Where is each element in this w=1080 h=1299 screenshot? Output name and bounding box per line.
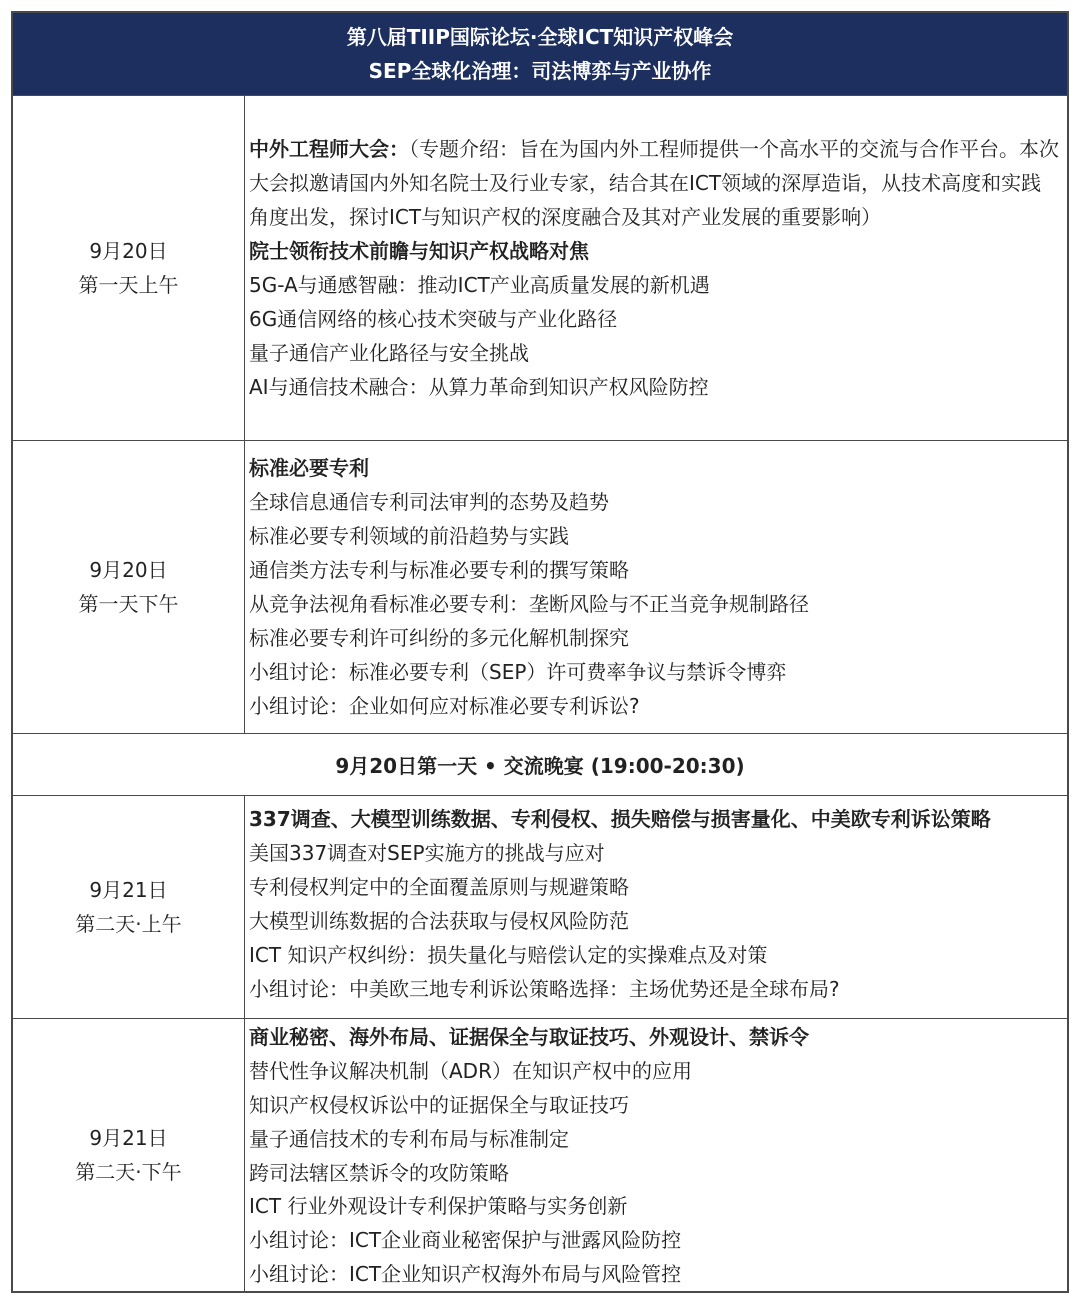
session-date-cell xyxy=(13,796,245,1018)
session-intro xyxy=(249,132,1061,234)
session-row xyxy=(13,96,1067,441)
intro-title: 中外工程师大会： xyxy=(249,137,409,161)
session-content xyxy=(245,441,1067,733)
session-row xyxy=(13,796,1067,1019)
agenda-item: 通信类方法专利与标准必要专利的撰写策略 xyxy=(249,558,629,582)
agenda-item: 从竞争法视角看标准必要专利：垄断风险与不正当竞争规制路径 xyxy=(249,592,809,616)
schedule-header xyxy=(13,13,1067,96)
session-heading: 标准必要专利 xyxy=(249,456,369,480)
agenda-item: 标准必要专利许可纠纷的多元化解机制探究 xyxy=(249,626,629,650)
session-date: 9月20日 xyxy=(89,239,168,263)
session-heading: 337调查、大模型训练数据、专利侵权、损失赔偿与损害量化、中美欧专利诉讼策略 xyxy=(249,807,991,831)
session-content xyxy=(245,96,1067,440)
intro-text: （专题介绍：旨在为国内外工程师提供一个高水平的交流与合作平台。本次大会拟邀请国内外知名院士及行业专家，结合其在ICT领域的深厚造诣，从技术高度和实践角度出发，探讨ICT与知识产权的深度融合及其对产业发展的重要影响） xyxy=(249,137,1059,229)
session-heading: 商业秘密、海外布局、证据保全与取证技巧、外观设计、禁诉令 xyxy=(249,1025,809,1049)
session-period: 第二天·上午 xyxy=(75,912,182,936)
session-period: 第一天下午 xyxy=(78,592,179,616)
session-period: 第一天上午 xyxy=(78,273,179,297)
agenda-item: 标准必要专利领域的前沿趋势与实践 xyxy=(249,524,569,548)
agenda-item: 量子通信技术的专利布局与标准制定 xyxy=(249,1126,569,1151)
session-heading: 院士领衔技术前瞻与知识产权战略对焦 xyxy=(249,239,589,263)
session-date-cell xyxy=(13,96,245,440)
agenda-item: 替代性争议解决机制（ADR）在知识产权中的应用 xyxy=(249,1058,692,1083)
agenda-item: 6G通信网络的核心技术突破与产业化路径 xyxy=(249,307,618,331)
agenda-item: 小组讨论：标准必要专利（SEP）许可费率争议与禁诉令博弈 xyxy=(249,660,787,684)
session-content xyxy=(245,796,1067,1018)
session-row xyxy=(13,441,1067,734)
agenda-item: 专利侵权判定中的全面覆盖原则与规避策略 xyxy=(249,875,629,899)
session-date: 9月21日 xyxy=(89,1126,168,1150)
agenda-item: 大模型训练数据的合法获取与侵权风险防范 xyxy=(249,909,629,933)
agenda-item: 量子通信产业化路径与安全挑战 xyxy=(249,341,529,365)
session-row xyxy=(13,1019,1067,1291)
session-date: 9月21日 xyxy=(89,878,168,902)
agenda-item: 小组讨论：企业如何应对标准必要专利诉讼? xyxy=(249,694,640,718)
session-date-cell xyxy=(13,441,245,733)
agenda-item: 小组讨论：ICT企业知识产权海外布局与风险管控 xyxy=(249,1262,682,1287)
agenda-item: 小组讨论：中美欧三地专利诉讼策略选择：主场优势还是全球布局? xyxy=(249,977,840,1001)
session-period: 第二天·下午 xyxy=(75,1160,182,1184)
agenda-item: ICT 知识产权纠纷：损失量化与赔偿认定的实操难点及对策 xyxy=(249,943,768,967)
dinner-banner: 9月20日第一天 • 交流晚宴 (19:00-20:30) xyxy=(13,734,1067,796)
session-content xyxy=(245,1019,1067,1291)
agenda-item: 知识产权侵权诉讼中的证据保全与取证技巧 xyxy=(249,1092,629,1117)
agenda-item: 5G-A与通感智融：推动ICT产业高质量发展的新机遇 xyxy=(249,273,710,297)
session-date: 9月20日 xyxy=(89,558,168,582)
header-subtitle: SEP全球化治理：司法博弈与产业协作 xyxy=(368,59,712,83)
agenda-item: AI与通信技术融合：从算力革命到知识产权风险防控 xyxy=(249,375,709,399)
session-date-cell xyxy=(13,1019,245,1291)
agenda-item: 跨司法辖区禁诉令的攻防策略 xyxy=(249,1160,509,1185)
agenda-item: 小组讨论：ICT企业商业秘密保护与泄露风险防控 xyxy=(249,1228,682,1253)
agenda-item: ICT 行业外观设计专利保护策略与实务创新 xyxy=(249,1194,628,1219)
agenda-item: 全球信息通信专利司法审判的态势及趋势 xyxy=(249,490,609,514)
header-title: 第八届TIIP国际论坛·全球ICT知识产权峰会 xyxy=(346,25,734,49)
schedule-table xyxy=(11,11,1069,1293)
agenda-item: 美国337调查对SEP实施方的挑战与应对 xyxy=(249,841,605,865)
